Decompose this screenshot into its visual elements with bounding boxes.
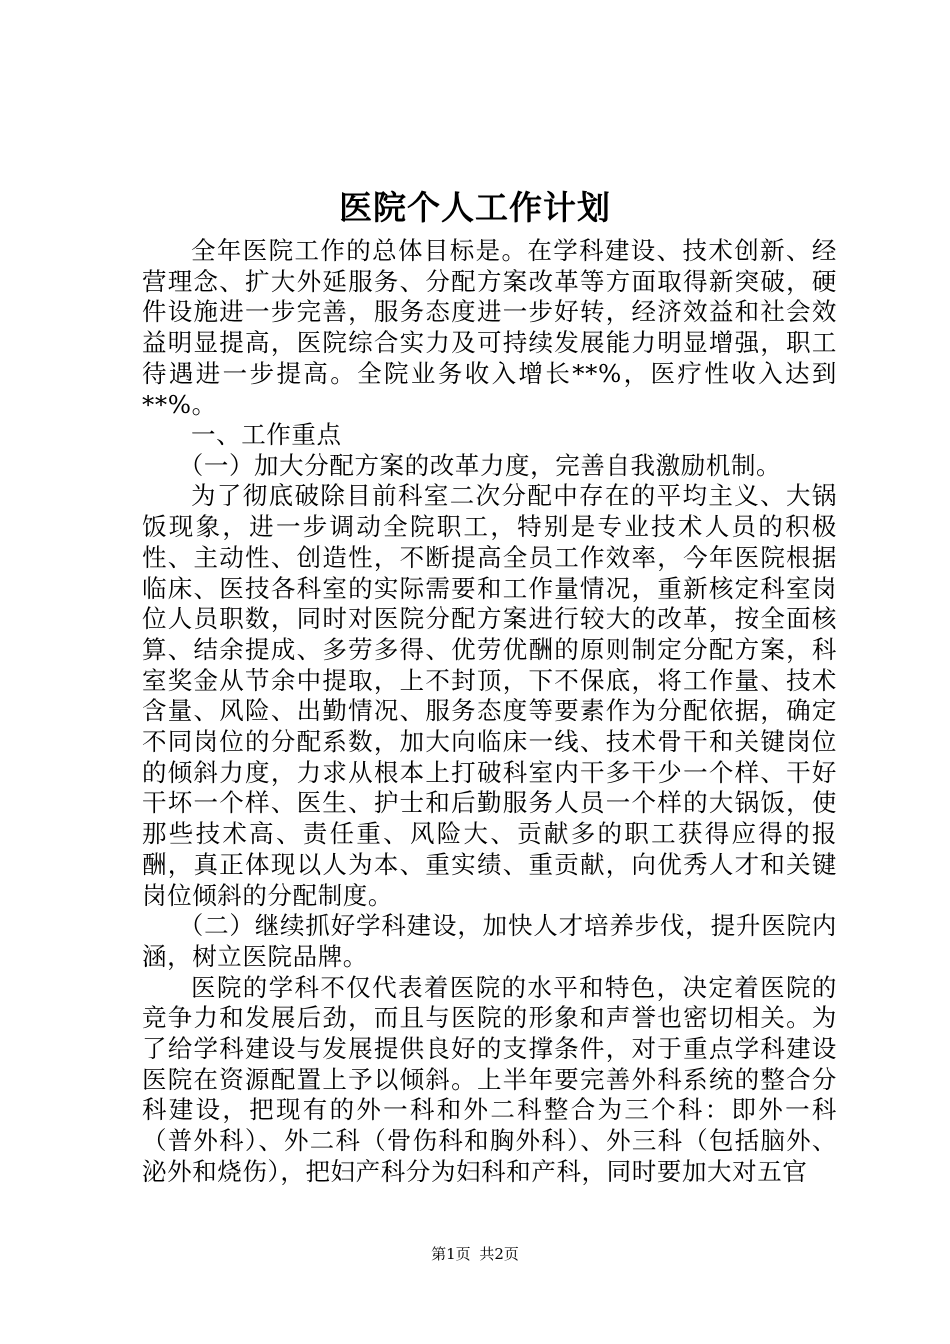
page-footer [0, 1244, 950, 1264]
page-number: 第1页 [431, 1245, 471, 1263]
subsection-heading-2: （二）继续抓好学科建设，加快人才培养步伐，提升医院内涵，树立医院品牌。 [142, 911, 837, 971]
subsection-body-2: 医院的学科不仅代表着医院的水平和特色，决定着医院的竞争力和发展后劲，而且与医院的形象和声誉也密切相关。为了给学科建设与发展提供良好的支撑条件，对于重点学科建设医院在资源配置上予以倾斜。上半年要完善外科系统的整合分科建设，把现有的外一科和外二科整合为三个科：即外一科（普外科）、外二科（骨伤科和胸外科）、外三科（包括脑外、泌外和烧伤），把妇产科分为妇科和产科，同时要加大对五官 [142, 972, 837, 1186]
subsection-body-1: 为了彻底破除目前科室二次分配中存在的平均主义、大锅饭现象，进一步调动全院职工，特别是专业技术人员的积极性、主动性、创造性，不断提高全员工作效率，今年医院根据临床、医技各科室的实际需要和工作量情况，重新核定科室岗位人员职数，同时对医院分配方案进行较大的改革，按全面核算、结余提成、多劳多得、优劳优酬的原则制定分配方案，科室奖金从节余中提取，上不封顶，下不保底，将工作量、技术含量、风险、出勤情况、服务态度等要素作为分配依据，确定不同岗位的分配系数，加大向临床一线、技术骨干和关键岗位的倾斜力度，力求从根本上打破科室内干多干少一个样、干好干坏一个样、医生、护士和后勤服务人员一个样的大锅饭，使那些技术高、责任重、风险大、贡献多的职工获得应得的报酬，真正体现以人为本、重实绩、重贡献，向优秀人才和关键岗位倾斜的分配制度。 [142, 481, 837, 910]
section-heading: 一、工作重点 [191, 420, 342, 449]
subsection-heading-1: （一）加大分配方案的改革力度，完善自我激励机制。 [178, 450, 782, 480]
intro-paragraph: 全年医院工作的总体目标是。在学科建设、技术创新、经营理念、扩大外延服务、分配方案改革等方面取得新突破，硬件设施进一步完善，服务态度进一步好转，经济效益和社会效益明显提高，医院综合实力及可持续发展能力明显增强，职工待遇进一步提高。全院业务收入增长**%，医疗性收入达到**%。 [142, 236, 837, 419]
page-total: 共2页 [479, 1245, 519, 1263]
document-title: 医院个人工作计划 [339, 188, 611, 227]
work-focus-section [142, 420, 837, 1188]
intro-block [142, 236, 837, 420]
